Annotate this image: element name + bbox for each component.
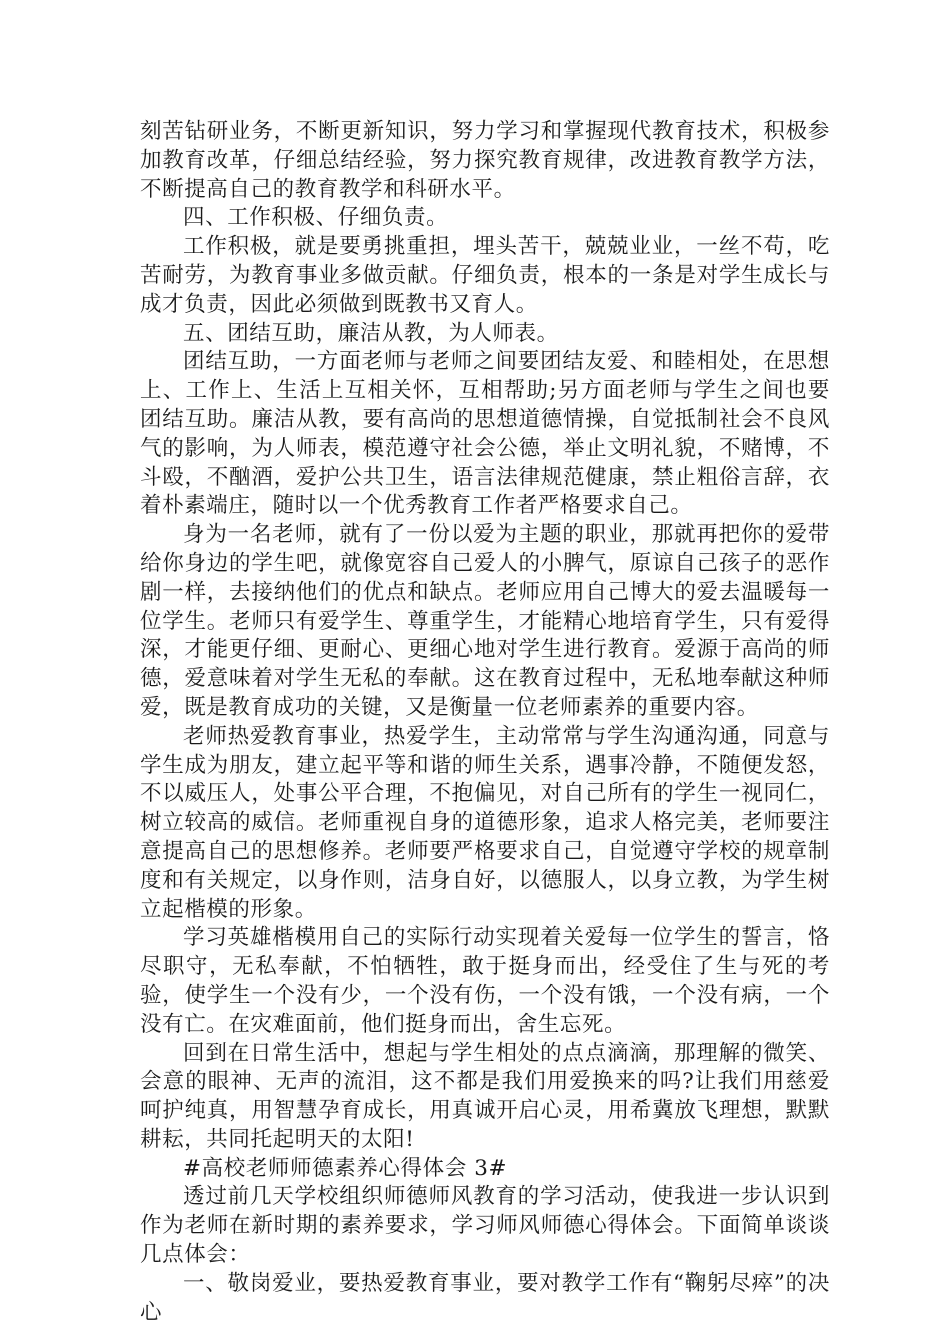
document-page: [140, 118, 830, 1327]
section-heading-5: 五、团结互助，廉洁从教，为人师表。: [183, 320, 559, 346]
paragraph-3: 团结互助，一方面老师与老师之间要团结友爱、和睦相处，在思想上、工作上、生活上互相关怀，互相帮助;另方面老师与学生之间也要团结互助。廉洁从教，要有高尚的思想道德情操，自觉抵制社会不良风气的影响，为人师表，模范遵守社会公德，举止文明礼貌，不赌博，不斗殴，不酗酒，爱护公共卫生，语言法律规范健康，禁止粗俗言辞，衣着朴素端庄，随时以一个优秀教育工作者严格要求自己。: [140, 349, 830, 519]
article-title-3: #高校老师师德素养心得体会 3#: [183, 1155, 508, 1181]
paragraph-4: 身为一名老师，就有了一份以爱为主题的职业，那就再把你的爱带给你身边的学生吧，就像宽容自己爱人的小脾气，原谅自己孩子的恶作剧一样，去接纳他们的优点和缺点。老师应用自己博大的爱去温暖每一位学生。老师只有爱学生、尊重学生，才能精心地培育学生，只有爱得深，才能更仔细、更耐心、更细心地对学生进行教育。爱源于高尚的师德，爱意味着对学生无私的奉献。这在教育过程中，无私地奉献这种师爱，既是教育成功的关键，又是衡量一位老师素养的重要内容。: [140, 522, 830, 720]
paragraph-8: 透过前几天学校组织师德师风教育的学习活动，使我进一步认识到作为老师在新时期的素养要求，学习师风师德心得体会。下面简单谈谈几点体会：: [140, 1184, 830, 1268]
section-heading-1: 一、敬岗爱业，要热爱教育事业，要对教学工作有“鞠躬尽瘁”的决心: [140, 1270, 830, 1325]
paragraph-2: 工作积极，就是要勇挑重担，埋头苦干，兢兢业业，一丝不苟，吃苦耐劳，为教育事业多做贡献。仔细负责，根本的一条是对学生成长与成才负责，因此必须做到既教书又育人。: [140, 234, 830, 317]
paragraph-6: 学习英雄楷模用自己的实际行动实现着关爱每一位学生的誓言，恪尽职守，无私奉献，不怕牺牲，敢于挺身而出，经受住了生与死的考验，使学生一个没有少，一个没有伤，一个没有饿，一个没有病，一个没有亡。在灾难面前，他们挺身而出，舍生忘死。: [140, 925, 830, 1037]
paragraph-5: 老师热爱教育事业，热爱学生，主动常常与学生沟通沟通，同意与学生成为朋友，建立起平等和谐的师生关系，遇事冷静，不随便发怒，不以威压人，处事公平合理，不抱偏见，对自己所有的学生一视同仁，树立较高的威信。老师重视自身的道德形象，追求人格完美，老师要注意提高自己的思想修养。老师要严格要求自己，自觉遵守学校的规章制度和有关规定，以身作则，洁身自好，以德服人，以身立教，为学生树立起楷模的形象。: [140, 723, 830, 922]
section-heading-4: 四、工作积极、仔细负责。: [183, 205, 449, 231]
paragraph-1: 刻苦钻研业务，不断更新知识，努力学习和掌握现代教育技术，积极参加教育改革，仔细总结经验，努力探究教育规律，改进教育教学方法，不断提高自己的教育教学和科研水平。: [140, 119, 830, 202]
paragraph-7: 回到在日常生活中，想起与学生相处的点点滴滴，那理解的微笑、会意的眼神、无声的流泪，这不都是我们用爱换来的吗?让我们用慈爱呵护纯真，用智慧孕育成长，用真诚开启心灵，用希冀放飞理想，默默耕耘，共同托起明天的太阳!: [140, 1040, 830, 1152]
